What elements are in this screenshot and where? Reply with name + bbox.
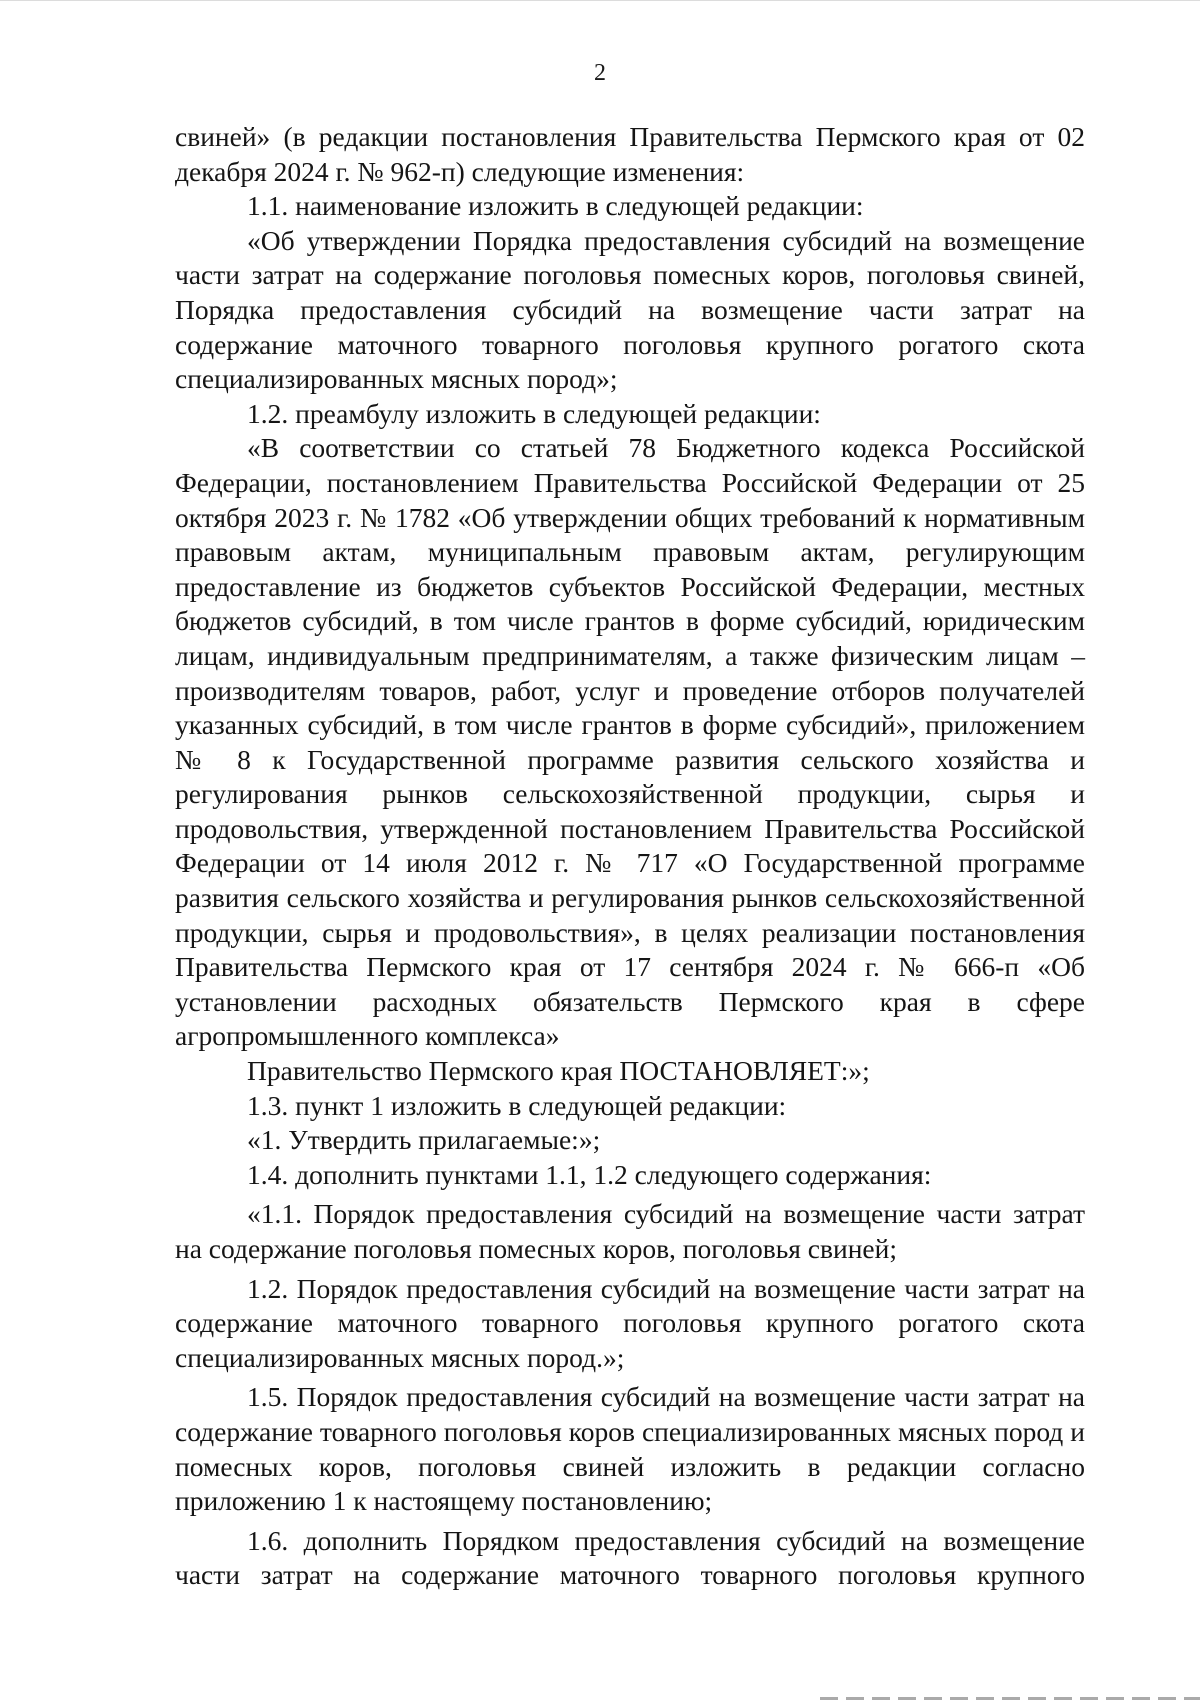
paragraph-item-1-1: 1.1. наименование изложить в следующей редакции:: [247, 190, 864, 222]
paragraph-new-title: «Об утверждении Порядка предоставления субсидий на возмещение части затрат на содержание поголовья помесных коров, поголовья свиней, Порядка предоставления субсидий на возмещение части затрат на содержание маточного товарного поголовья крупного рогатого скота специализированных мясных пород»;: [175, 224, 1085, 395]
paragraph-item-1-3: 1.3. пункт 1 изложить в следующей редакции:: [247, 1089, 787, 1121]
paragraph-item-1-4: 1.4. дополнить пунктами 1.1, 1.2 следующего содержания:: [247, 1158, 932, 1190]
document-body: [175, 120, 1085, 1593]
paragraph-preamble: «В соответствии со статьей 78 Бюджетного кодекса Российской Федерации, постановлением Правительства Российской Федерации от 25 октября 2023 г. № 1782 «Об утверждении общих требований к нормативным правовым актам, муниципальным правовым актам, регулирующим предоставление из бюджетов субъектов Российской Федерации, местных бюджетов субсидий, в том числе грантов в форме субсидий, юридическим лицам, индивидуальным предпринимателям, а также физическим лицам – производителям товаров, работ, услуг и проведение отборов получателей указанных субсидий, в том числе грантов в форме субсидий», приложением № 8 к Государственной программе развития сельского хозяйства и регулирования рынков сельскохозяйственной продукции, сырья и продовольствия, утвержденной постановлением Правительства Российской Федерации от 14 июля 2012 г. № 717 «О Государственной программе развития сельского хозяйства и регулирования рынков сельскохозяйственной продукции, сырья и продовольствия», в целях реализации постановления Правительства Пермского края от 17 сентября 2024 г. № 666-п «Об установлении расходных обязательств Пермского края в сфере агропромышленного комплекса»: [175, 432, 1085, 1052]
paragraph-item-1-6: 1.6. дополнить Порядком предоставления субсидий на возмещение части затрат на содержание маточного товарного поголовья крупного: [175, 1524, 1085, 1591]
paragraph-item-1-5: 1.5. Порядок предоставления субсидий на возмещение части затрат на содержание товарного поголовья коров специализированных мясных пород и помесных коров, поголовья свиней изложить в редакции согласно приложению 1 к настоящему постановлению;: [175, 1381, 1085, 1517]
paragraph-approve: «1. Утвердить прилагаемые:»;: [247, 1124, 601, 1156]
scan-edge-bottom: [820, 1697, 1200, 1700]
paragraph-resolves: Правительство Пермского края ПОСТАНОВЛЯЕТ:»;: [247, 1055, 870, 1087]
paragraph-point-1-1: «1.1. Порядок предоставления субсидий на возмещение части затрат на содержание поголовья помесных коров, поголовья свиней;: [175, 1198, 1085, 1264]
paragraph-point-1-2: 1.2. Порядок предоставления субсидий на возмещение части затрат на содержание маточного товарного поголовья крупного рогатого скота специализированных мясных пород.»;: [175, 1272, 1085, 1373]
paragraph-item-1-2: 1.2. преамбулу изложить в следующей редакции:: [247, 397, 821, 429]
page-number: 2: [594, 60, 606, 86]
paragraph-continuation: свиней» (в редакции постановления Правительства Пермского края от 02 декабря 2024 г. № 962-п) следующие изменения:: [175, 121, 1085, 187]
scan-edge-top: [0, 0, 1200, 1]
